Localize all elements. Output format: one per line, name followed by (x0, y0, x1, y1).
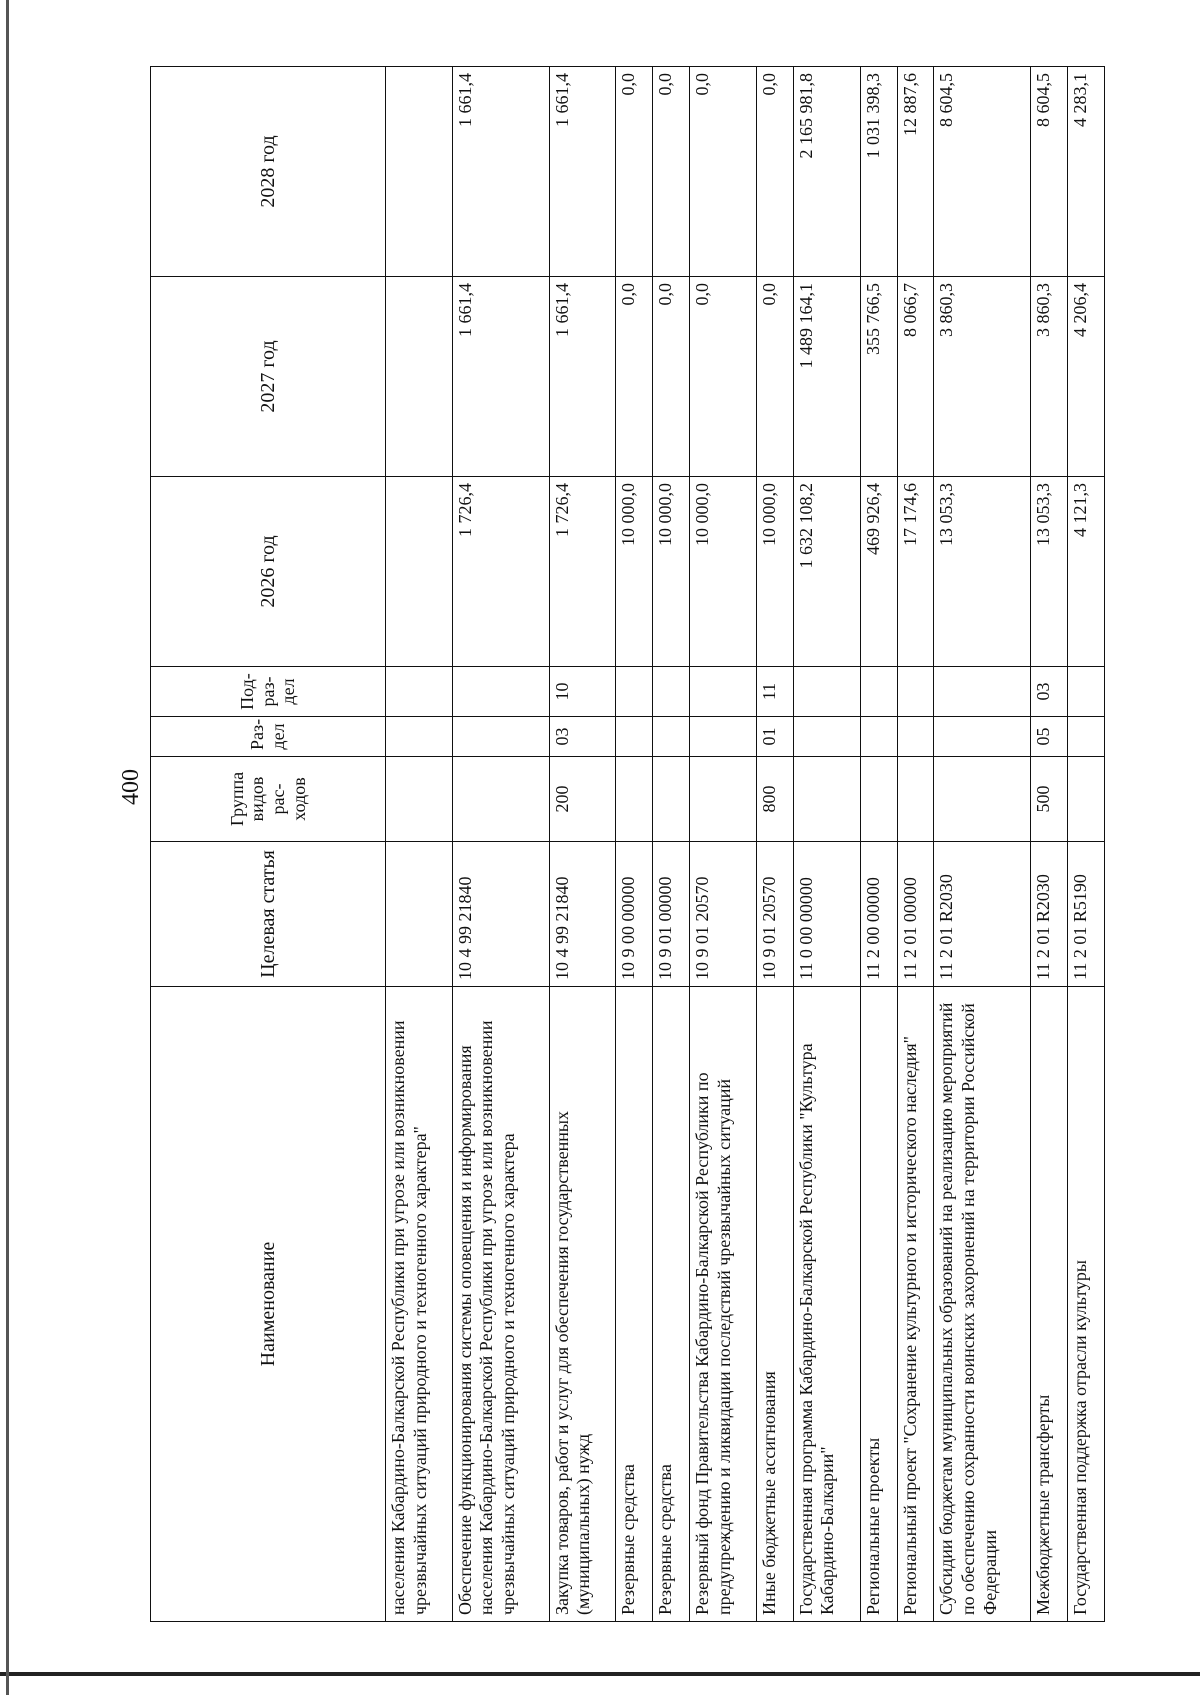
cell-target: 11 0 00 00000 (793, 842, 860, 987)
cell-2027: 0,0 (756, 277, 793, 477)
cell-target: 10 9 01 00000 (653, 842, 690, 987)
cell-2028: 1 661,4 (549, 67, 616, 277)
cell-target: 10 4 99 21840 (452, 842, 549, 987)
cell-target: 10 4 99 21840 (549, 842, 616, 987)
cell-2026: 10 000,0 (756, 477, 793, 667)
cell-subsection (1068, 667, 1105, 717)
table-row (860, 67, 897, 1622)
cell-2028: 1 031 398,3 (860, 67, 897, 277)
cell-2027: 0,0 (653, 277, 690, 477)
cell-2027: 1 661,4 (452, 277, 549, 477)
cell-target (386, 842, 453, 987)
cell-2027: 0,0 (690, 277, 757, 477)
header-name: Наименование (151, 987, 386, 1622)
cell-group (386, 757, 453, 842)
scan-edge-left (6, 0, 9, 1695)
cell-subsection (690, 667, 757, 717)
cell-2027: 8 066,7 (897, 277, 934, 477)
cell-section (690, 717, 757, 757)
cell-name: Региональный проект "Сохранение культурного и исторического наследия" (897, 987, 934, 1622)
budget-table-container (150, 67, 1105, 1622)
scan-edge-bottom (0, 1672, 1200, 1676)
cell-target: 10 9 00 00000 (616, 842, 653, 987)
cell-name: Региональные проекты (860, 987, 897, 1622)
cell-group: 800 (756, 757, 793, 842)
cell-name: Межбюджетные трансферты (1031, 987, 1068, 1622)
cell-name: Резервные средства (616, 987, 653, 1622)
cell-section (653, 717, 690, 757)
cell-2026: 10 000,0 (653, 477, 690, 667)
cell-2026: 13 053,3 (934, 477, 1031, 667)
cell-2026: 13 053,3 (1031, 477, 1068, 667)
cell-2026: 10 000,0 (616, 477, 653, 667)
cell-target: 11 2 01 00000 (897, 842, 934, 987)
header-2026: 2026 год (151, 477, 386, 667)
cell-group (616, 757, 653, 842)
table-row (1031, 67, 1068, 1622)
cell-2028: 4 283,1 (1068, 67, 1105, 277)
cell-2028 (386, 67, 453, 277)
cell-target: 11 2 00 00000 (860, 842, 897, 987)
budget-table (150, 66, 1105, 1622)
cell-2027: 1 661,4 (549, 277, 616, 477)
cell-2028: 0,0 (653, 67, 690, 277)
cell-target: 10 9 01 20570 (756, 842, 793, 987)
cell-section (616, 717, 653, 757)
header-2027: 2027 год (151, 277, 386, 477)
cell-2027: 3 860,3 (934, 277, 1031, 477)
cell-group (452, 757, 549, 842)
cell-2026: 17 174,6 (897, 477, 934, 667)
header-section: Раз- дел (151, 717, 386, 757)
table-row (616, 67, 653, 1622)
cell-subsection (897, 667, 934, 717)
cell-name: Субсидии бюджетам муниципальных образований на реализацию мероприятий по обеспечению сохранности воинских захоронений на территории Российской Федерации (934, 987, 1031, 1622)
cell-target: 11 2 01 R2030 (934, 842, 1031, 987)
cell-2027: 3 860,3 (1031, 277, 1068, 477)
cell-subsection (793, 667, 860, 717)
cell-section (452, 717, 549, 757)
cell-2026: 1 632 108,2 (793, 477, 860, 667)
cell-subsection (386, 667, 453, 717)
cell-2027: 4 206,4 (1068, 277, 1105, 477)
cell-section (386, 717, 453, 757)
cell-group: 500 (1031, 757, 1068, 842)
header-subsection: Под- раз- дел (151, 667, 386, 717)
header-group: Группа видов рас- ходов (151, 757, 386, 842)
cell-name: Резервный фонд Правительства Кабардино-Балкарской Республики по предупреждению и ликвидации последствий чрезвычайных ситуаций (690, 987, 757, 1622)
cell-target: 11 2 01 R2030 (1031, 842, 1068, 987)
cell-group: 200 (549, 757, 616, 842)
cell-target: 11 2 01 R5190 (1068, 842, 1105, 987)
cell-target: 10 9 01 20570 (690, 842, 757, 987)
cell-2028: 1 661,4 (452, 67, 549, 277)
cell-2027: 355 766,5 (860, 277, 897, 477)
table-body (386, 67, 1105, 1622)
table-row (934, 67, 1031, 1622)
cell-group (653, 757, 690, 842)
cell-section: 01 (756, 717, 793, 757)
cell-name: Обеспечение функционирования системы оповещения и информирования населения Кабардино-Балкарской Республики при угрозе или возникновении чрезвычайных ситуаций природного и техногенного характера (452, 987, 549, 1622)
cell-2028: 8 604,5 (934, 67, 1031, 277)
page-number: 400 (118, 769, 144, 805)
cell-section: 03 (549, 717, 616, 757)
cell-subsection (653, 667, 690, 717)
cell-2026: 10 000,0 (690, 477, 757, 667)
cell-section (1068, 717, 1105, 757)
cell-name: Иные бюджетные ассигнования (756, 987, 793, 1622)
cell-name: Резервные средства (653, 987, 690, 1622)
table-row (897, 67, 934, 1622)
cell-2026: 1 726,4 (549, 477, 616, 667)
table-row (653, 67, 690, 1622)
cell-group (934, 757, 1031, 842)
cell-section: 05 (1031, 717, 1068, 757)
cell-section (897, 717, 934, 757)
cell-name: Государственная программа Кабардино-Балкарской Республики "Культура Кабардино-Балкарии" (793, 987, 860, 1622)
cell-2028: 0,0 (756, 67, 793, 277)
table-row (549, 67, 616, 1622)
cell-group (793, 757, 860, 842)
table-row (793, 67, 860, 1622)
cell-subsection: 11 (756, 667, 793, 717)
cell-subsection (934, 667, 1031, 717)
cell-subsection (860, 667, 897, 717)
cell-subsection: 10 (549, 667, 616, 717)
cell-group (690, 757, 757, 842)
cell-subsection (616, 667, 653, 717)
cell-2027 (386, 277, 453, 477)
cell-2027: 1 489 164,1 (793, 277, 860, 477)
cell-2027: 0,0 (616, 277, 653, 477)
cell-2026 (386, 477, 453, 667)
header-2028: 2028 год (151, 67, 386, 277)
cell-group (860, 757, 897, 842)
cell-group (1068, 757, 1105, 842)
cell-2026: 4 121,3 (1068, 477, 1105, 667)
header-target: Целевая статья (151, 842, 386, 987)
table-row (690, 67, 757, 1622)
cell-subsection: 03 (1031, 667, 1068, 717)
cell-2028: 2 165 981,8 (793, 67, 860, 277)
cell-group (897, 757, 934, 842)
cell-2028: 8 604,5 (1031, 67, 1068, 277)
cell-name: Государственная поддержка отрасли культуры (1068, 987, 1105, 1622)
table-row (452, 67, 549, 1622)
table-header-row (151, 67, 386, 1622)
cell-2028: 0,0 (690, 67, 757, 277)
table-row (386, 67, 453, 1622)
cell-name: Закупка товаров, работ и услуг для обеспечения государственных (муниципальных) нужд (549, 987, 616, 1622)
table-row (1068, 67, 1105, 1622)
cell-section (860, 717, 897, 757)
cell-2028: 0,0 (616, 67, 653, 277)
cell-subsection (452, 667, 549, 717)
cell-section (934, 717, 1031, 757)
cell-2026: 469 926,4 (860, 477, 897, 667)
table-row (756, 67, 793, 1622)
cell-section (793, 717, 860, 757)
cell-2026: 1 726,4 (452, 477, 549, 667)
cell-name: населения Кабардино-Балкарской Республики при угрозе или возникновении чрезвычайных ситуаций природного и техногенного характера" (386, 987, 453, 1622)
cell-2028: 12 887,6 (897, 67, 934, 277)
